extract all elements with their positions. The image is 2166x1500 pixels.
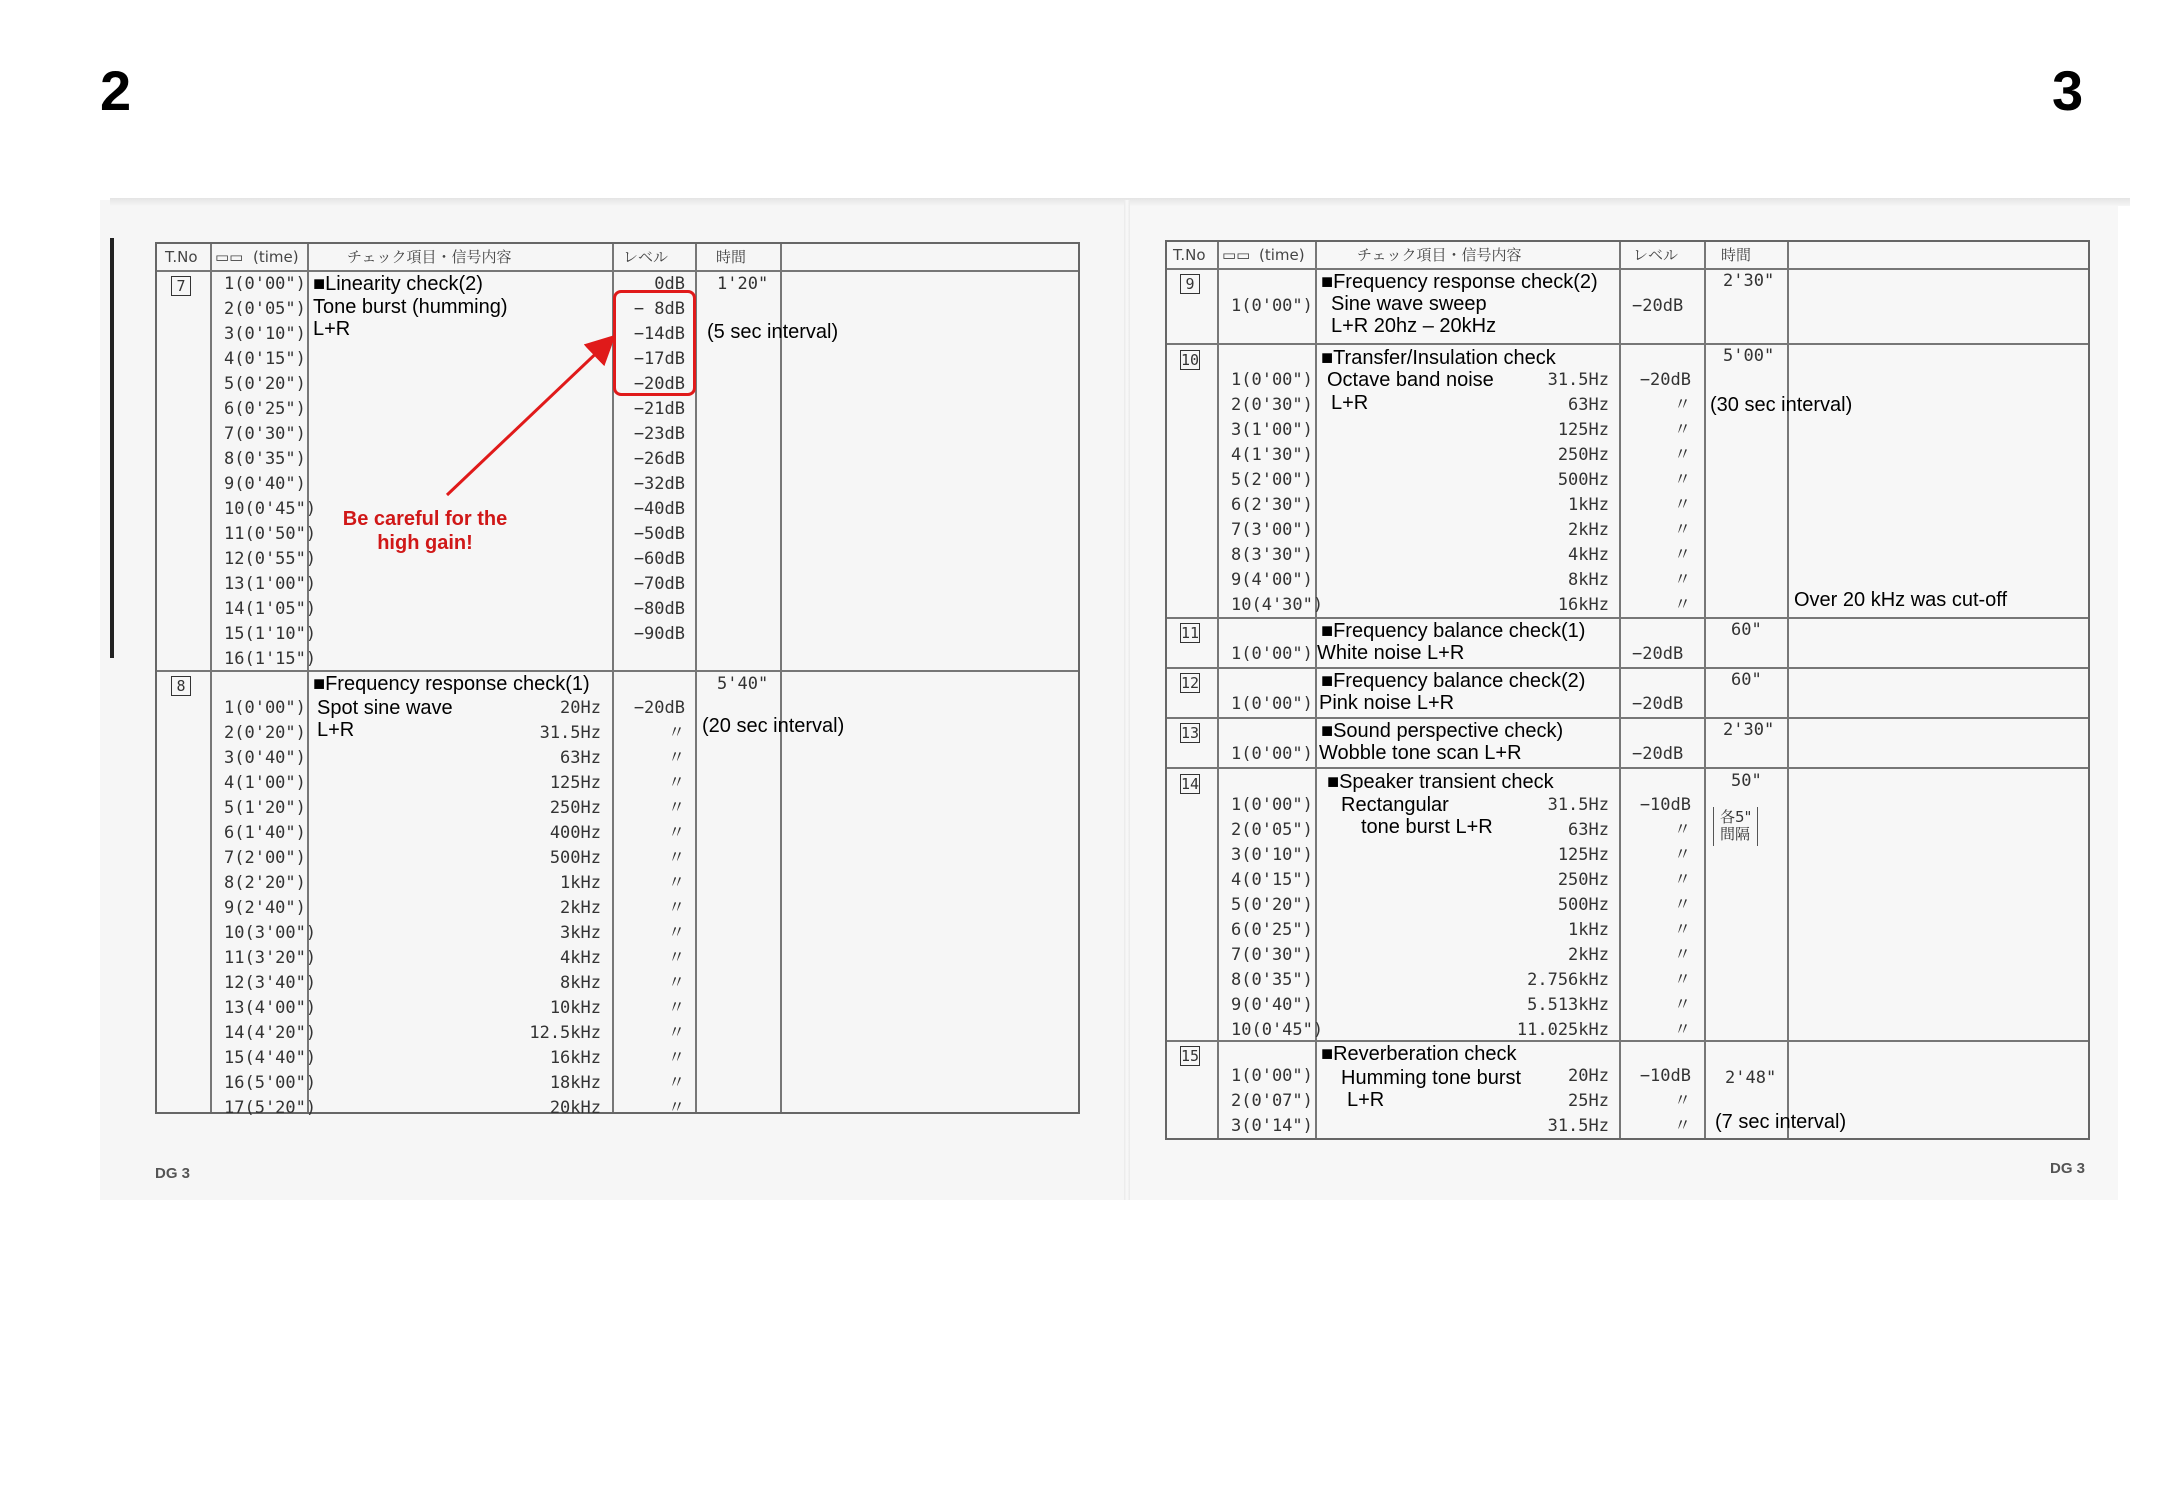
- page-number-left: 2: [100, 59, 132, 122]
- row-level: 〃: [1674, 870, 1691, 890]
- track-14-duration: 50": [1731, 771, 1762, 791]
- row-time: 10(4'30"): [1231, 595, 1324, 615]
- row-time: 9(4'00"): [1231, 570, 1313, 590]
- row-time: 13(1'00"): [224, 574, 317, 594]
- row-frequency: 63Hz: [560, 748, 601, 768]
- interval-stamp-line2: 間隔: [1720, 825, 1751, 844]
- row-level: −14dB: [633, 324, 685, 344]
- track-13-title: ■Sound perspective check): [1321, 720, 1564, 742]
- track-10-channel: L+R: [1331, 392, 1369, 414]
- row-frequency: 500Hz: [1557, 470, 1609, 490]
- row-level: 〃: [1674, 945, 1691, 965]
- row-time: 7(3'00"): [1231, 520, 1313, 540]
- row-level: 〃: [668, 798, 685, 818]
- row-time: 4(1'30"): [1231, 445, 1313, 465]
- track-12-duration: 60": [1731, 670, 1762, 690]
- row-time: 7(0'30"): [224, 424, 306, 444]
- row-frequency: 2kHz: [1568, 945, 1609, 965]
- row-frequency: 63Hz: [1568, 820, 1609, 840]
- track-15-title: ■Reverberation check: [1321, 1043, 1517, 1065]
- track-9-time: 1(0'00"): [1231, 296, 1313, 316]
- row-frequency: 20Hz: [1568, 1066, 1609, 1086]
- row-time: 4(1'00"): [224, 773, 306, 793]
- header-tno: T.No: [165, 248, 198, 266]
- track-13-level: −20dB: [1632, 744, 1684, 764]
- row-level: 〃: [668, 923, 685, 943]
- row-frequency: 2kHz: [560, 898, 601, 918]
- row-level: −10dB: [1639, 1066, 1691, 1086]
- row-level: 〃: [1674, 920, 1691, 940]
- row-level: 〃: [1674, 820, 1691, 840]
- row-frequency: 31.5Hz: [1547, 795, 1609, 815]
- track-7-title: ■Linearity check(2): [313, 273, 483, 295]
- track-7-desc: Tone burst (humming): [313, 296, 508, 318]
- row-level: 〃: [668, 1023, 685, 1043]
- track-7-channel: L+R: [313, 318, 351, 340]
- track-10-desc: Octave band noise: [1327, 369, 1494, 391]
- booklet-spine: [1124, 200, 1130, 1200]
- row-time: 12(0'55"): [224, 549, 317, 569]
- high-gain-highlight-box: [613, 290, 696, 396]
- row-time: 16(1'15"): [224, 649, 317, 669]
- row-frequency: 125Hz: [1557, 845, 1609, 865]
- row-level: 〃: [1674, 470, 1691, 490]
- row-time: 4(0'15"): [1231, 870, 1313, 890]
- row-time: 1(0'00"): [1231, 795, 1313, 815]
- row-time: 3(0'14"): [1231, 1116, 1313, 1136]
- interval-stamp: [1713, 807, 1758, 846]
- row-frequency: 2.756kHz: [1527, 970, 1609, 990]
- row-frequency: 4kHz: [560, 948, 601, 968]
- row-time: 4(0'15"): [224, 349, 306, 369]
- row-level: −40dB: [633, 499, 685, 519]
- row-level: −26dB: [633, 449, 685, 469]
- row-level: 〃: [1674, 845, 1691, 865]
- row-level: −70dB: [633, 574, 685, 594]
- row-frequency: 31.5Hz: [1547, 370, 1609, 390]
- row-level: 〃: [668, 773, 685, 793]
- track-13-duration: 2'30": [1723, 720, 1775, 740]
- row-frequency: 250Hz: [1557, 870, 1609, 890]
- track-14-title: ■Speaker transient check: [1327, 771, 1554, 793]
- track-10-duration: 5'00": [1723, 346, 1775, 366]
- track-10-title: ■Transfer/Insulation check: [1321, 347, 1556, 369]
- row-level: 〃: [668, 748, 685, 768]
- row-level: 〃: [1674, 595, 1691, 615]
- row-level: 〃: [1674, 395, 1691, 415]
- row-level: 〃: [1674, 1020, 1691, 1040]
- row-level: 〃: [668, 1048, 685, 1068]
- track-15-channel: L+R: [1347, 1089, 1385, 1111]
- row-time: 10(0'45"): [1231, 1020, 1324, 1040]
- track-number-9: 9: [1180, 274, 1200, 294]
- row-frequency: 8kHz: [560, 973, 601, 993]
- high-gain-warning: Be careful for the high gain!: [342, 508, 508, 554]
- row-time: 15(4'40"): [224, 1048, 317, 1068]
- row-level: −23dB: [633, 424, 685, 444]
- track-13-desc: Wobble tone scan L+R: [1319, 742, 1522, 764]
- interval-stamp-line1: 各5": [1720, 808, 1752, 826]
- row-level: 〃: [668, 998, 685, 1018]
- footer-left: DG 3: [155, 1165, 191, 1182]
- header-duration: 時間: [716, 248, 747, 266]
- row-frequency: 125Hz: [1557, 420, 1609, 440]
- row-time: 3(0'10"): [224, 324, 306, 344]
- track-15-duration: 2'48": [1725, 1068, 1777, 1088]
- row-level: − 8dB: [633, 299, 685, 319]
- row-level: 〃: [1674, 995, 1691, 1015]
- row-level: 〃: [1674, 1091, 1691, 1111]
- row-time: 6(0'25"): [1231, 920, 1313, 940]
- track-11-desc: White noise L+R: [1317, 642, 1465, 664]
- track-9-duration: 2'30": [1723, 271, 1775, 291]
- track-9-sub: L+R 20hz – 20kHz: [1331, 315, 1497, 337]
- track-9-title: ■Frequency response check(2): [1321, 271, 1598, 293]
- row-time: 17(5'20"): [224, 1098, 317, 1118]
- cassette-icon: ▭▭: [215, 248, 244, 266]
- header-item-right: チェック項目・信号内容: [1357, 246, 1522, 264]
- row-time: 16(5'00"): [224, 1073, 317, 1093]
- track-12-time: 1(0'00"): [1231, 694, 1313, 714]
- row-level: −20dB: [633, 698, 685, 718]
- row-level: −60dB: [633, 549, 685, 569]
- track-8-duration: 5'40": [717, 674, 769, 694]
- track-number-12: 12: [1181, 674, 1200, 692]
- row-time: 11(0'50"): [224, 524, 317, 544]
- row-frequency: 125Hz: [549, 773, 601, 793]
- row-level: 〃: [1674, 445, 1691, 465]
- row-frequency: 3kHz: [560, 923, 601, 943]
- track-14-desc: Rectangular: [1341, 794, 1449, 816]
- row-level: −80dB: [633, 599, 685, 619]
- track-11-duration: 60": [1731, 620, 1762, 640]
- track-11-title: ■Frequency balance check(1): [1321, 620, 1586, 642]
- row-level: 〃: [1674, 495, 1691, 515]
- row-level: 〃: [1674, 545, 1691, 565]
- track-8-title: ■Frequency response check(1): [313, 673, 590, 695]
- header-level: レベル: [623, 248, 669, 266]
- scan-shadow: [110, 198, 2130, 206]
- row-level: −32dB: [633, 474, 685, 494]
- row-frequency: 400Hz: [549, 823, 601, 843]
- row-time: 2(0'05"): [1231, 820, 1313, 840]
- track-13-time: 1(0'00"): [1231, 744, 1313, 764]
- row-time: 1(0'00"): [1231, 1066, 1313, 1086]
- row-time: 2(0'20"): [224, 723, 306, 743]
- cassette-icon-right: ▭▭: [1222, 246, 1251, 264]
- header-tno-right: T.No: [1173, 246, 1206, 264]
- row-time: 11(3'20"): [224, 948, 317, 968]
- row-time: 8(2'20"): [224, 873, 306, 893]
- track-number-14: 14: [1181, 775, 1200, 793]
- row-time: 3(0'40"): [224, 748, 306, 768]
- row-frequency: 1kHz: [1568, 495, 1609, 515]
- row-level: 〃: [668, 823, 685, 843]
- row-time: 9(0'40"): [224, 474, 306, 494]
- row-level: 〃: [668, 898, 685, 918]
- row-time: 14(1'05"): [224, 599, 317, 619]
- row-frequency: 11.025kHz: [1516, 1020, 1609, 1040]
- row-frequency: 25Hz: [1568, 1091, 1609, 1111]
- row-frequency: 500Hz: [549, 848, 601, 868]
- row-time: 5(1'20"): [224, 798, 306, 818]
- row-level: −50dB: [633, 524, 685, 544]
- row-time: 1(0'00"): [1231, 370, 1313, 390]
- row-time: 3(0'10"): [1231, 845, 1313, 865]
- track-9-level: −20dB: [1632, 296, 1684, 316]
- row-time: 10(0'45"): [224, 499, 317, 519]
- row-level: 〃: [1674, 1116, 1691, 1136]
- row-frequency: 31.5Hz: [1547, 1116, 1609, 1136]
- track-12-desc: Pink noise L+R: [1319, 692, 1455, 714]
- row-frequency: 31.5Hz: [539, 723, 601, 743]
- track-8-interval-note: (20 sec interval): [702, 715, 845, 737]
- row-level: 〃: [668, 1098, 685, 1118]
- row-level: −20dB: [1639, 370, 1691, 390]
- track-15-interval-note: (7 sec interval): [1715, 1111, 1847, 1133]
- row-time: 1(0'00"): [224, 698, 306, 718]
- row-level: 〃: [668, 873, 685, 893]
- row-level: −10dB: [1639, 795, 1691, 815]
- row-level: −90dB: [633, 624, 685, 644]
- row-frequency: 20kHz: [549, 1098, 601, 1118]
- row-time: 1(0'00"): [224, 274, 306, 294]
- row-time: 2(0'30"): [1231, 395, 1313, 415]
- track-14-desc2: tone burst L+R: [1361, 816, 1493, 838]
- right-track-table: [1165, 240, 2090, 1140]
- row-frequency: 2kHz: [1568, 520, 1609, 540]
- row-level: 〃: [668, 1073, 685, 1093]
- row-frequency: 250Hz: [1557, 445, 1609, 465]
- header-time-right: (time): [1259, 246, 1305, 264]
- row-level: −21dB: [633, 399, 685, 419]
- row-time: 10(3'00"): [224, 923, 317, 943]
- track-number-7: 7: [171, 276, 191, 296]
- row-time: 8(0'35"): [1231, 970, 1313, 990]
- header-duration-right: 時間: [1721, 246, 1752, 264]
- row-frequency: 16kHz: [549, 1048, 601, 1068]
- row-time: 8(0'35"): [224, 449, 306, 469]
- row-time: 2(0'05"): [224, 299, 306, 319]
- row-frequency: 8kHz: [1568, 570, 1609, 590]
- row-time: 12(3'40"): [224, 973, 317, 993]
- row-time: 9(2'40"): [224, 898, 306, 918]
- header-level-right: レベル: [1633, 246, 1679, 264]
- track-12-level: −20dB: [1632, 694, 1684, 714]
- row-level: −20dB: [633, 374, 685, 394]
- row-time: 2(0'07"): [1231, 1091, 1313, 1111]
- track-11-level: −20dB: [1632, 644, 1684, 664]
- row-time: 14(4'20"): [224, 1023, 317, 1043]
- row-time: 6(1'40"): [224, 823, 306, 843]
- track-10-interval-note: (30 sec interval): [1710, 394, 1853, 416]
- row-frequency: 5.513kHz: [1527, 995, 1609, 1015]
- row-frequency: 1kHz: [1568, 920, 1609, 940]
- track-7-duration: 1'20": [717, 274, 769, 294]
- row-level: 〃: [1674, 895, 1691, 915]
- row-time: 5(0'20"): [1231, 895, 1313, 915]
- track-11-time: 1(0'00"): [1231, 644, 1313, 664]
- row-level: 0dB: [654, 274, 685, 294]
- row-time: 8(3'30"): [1231, 545, 1313, 565]
- row-level: 〃: [668, 948, 685, 968]
- row-level: 〃: [1674, 970, 1691, 990]
- row-frequency: 4kHz: [1568, 545, 1609, 565]
- track-number-11: 11: [1181, 624, 1200, 642]
- row-time: 7(2'00"): [224, 848, 306, 868]
- row-level: 〃: [1674, 520, 1691, 540]
- row-time: 6(2'30"): [1231, 495, 1313, 515]
- header-time: (time): [253, 248, 299, 266]
- row-frequency: 250Hz: [549, 798, 601, 818]
- track-10-cutoff-note: Over 20 kHz was cut-off: [1794, 589, 2008, 611]
- row-frequency: 20Hz: [560, 698, 601, 718]
- row-frequency: 12.5kHz: [529, 1023, 601, 1043]
- footer-right: DG 3: [2050, 1160, 2086, 1177]
- row-time: 15(1'10"): [224, 624, 317, 644]
- track-12-title: ■Frequency balance check(2): [1321, 670, 1586, 692]
- track-number-10: 10: [1181, 351, 1200, 369]
- row-frequency: 18kHz: [549, 1073, 601, 1093]
- row-time: 13(4'00"): [224, 998, 317, 1018]
- row-frequency: 63Hz: [1568, 395, 1609, 415]
- row-frequency: 500Hz: [1557, 895, 1609, 915]
- row-level: 〃: [668, 848, 685, 868]
- row-frequency: 10kHz: [549, 998, 601, 1018]
- track-number-8: 8: [171, 676, 191, 696]
- track-7-interval-note: (5 sec interval): [707, 321, 839, 343]
- row-time: 6(0'25"): [224, 399, 306, 419]
- row-level: 〃: [1674, 420, 1691, 440]
- track-9-desc: Sine wave sweep: [1331, 293, 1487, 315]
- page-number-right: 3: [2052, 59, 2084, 122]
- row-level: 〃: [668, 723, 685, 743]
- row-frequency: 16kHz: [1557, 595, 1609, 615]
- row-time: 5(0'20"): [224, 374, 306, 394]
- header-item: チェック項目・信号内容: [347, 248, 512, 266]
- track-number-13: 13: [1181, 724, 1200, 742]
- track-8-channel: L+R: [317, 719, 355, 741]
- row-time: 5(2'00"): [1231, 470, 1313, 490]
- row-level: 〃: [1674, 570, 1691, 590]
- track-15-desc: Humming tone burst: [1341, 1067, 1522, 1089]
- row-frequency: 1kHz: [560, 873, 601, 893]
- row-time: 9(0'40"): [1231, 995, 1313, 1015]
- row-time: 7(0'30"): [1231, 945, 1313, 965]
- track-number-15: 15: [1181, 1047, 1200, 1065]
- row-time: 3(1'00"): [1231, 420, 1313, 440]
- track-8-desc: Spot sine wave: [317, 697, 453, 719]
- row-level: 〃: [668, 973, 685, 993]
- scan-edge-mark: [110, 238, 114, 658]
- row-level: −17dB: [633, 349, 685, 369]
